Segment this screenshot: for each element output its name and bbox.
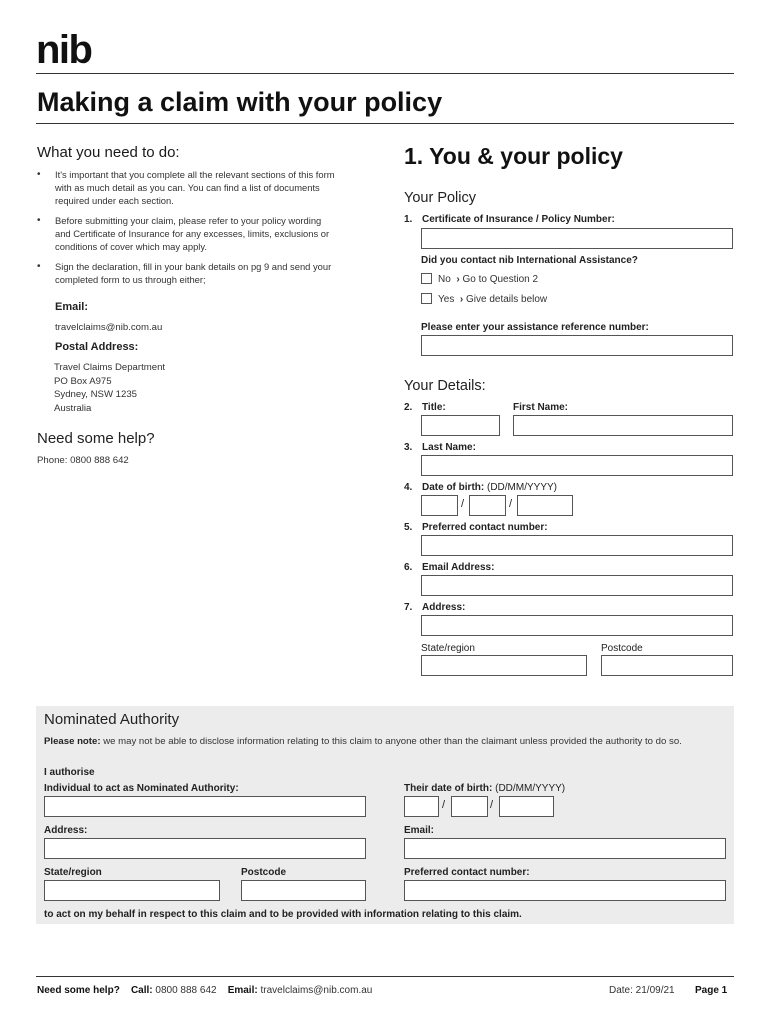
note-text: we may not be able to disclose information relating to this claim to anyone other than the claimant unless provided the authority to do so. [103,736,682,747]
help-phone: Phone: 0800 888 642 [37,455,129,466]
authority-closing-text: to act on my behalf in respect to this claim and to be provided with information relating to this claim. [44,909,522,920]
authority-address-label: Address: [44,825,88,836]
authority-dob-label [404,782,565,795]
page-label: Page 1 [695,985,728,996]
no-goto-text: Go to Question 2 [462,274,539,285]
postal-line: Travel Claims Department [54,362,166,373]
authority-postcode-label: Postcode [241,867,287,878]
last-name-field[interactable] [421,455,733,476]
authority-contact-label: Preferred contact number: [404,867,530,878]
email-address[interactable]: travelclaims@nib.com.au [55,322,163,333]
contact-number-field[interactable] [421,535,733,556]
authority-name-field[interactable] [44,796,366,817]
what-to-do-heading: What you need to do: [37,144,180,161]
title-divider [36,123,734,124]
no-option [438,273,538,286]
question-7 [404,601,465,614]
yes-checkbox[interactable] [421,293,432,304]
date-separator: / [442,799,446,811]
authority-state-label: State/region [44,867,102,878]
your-details-heading: Your Details: [404,378,486,394]
footer-date: Date: 21/09/21 [609,985,675,996]
reference-number-label: Please enter your assistance reference number: [421,322,649,333]
date-format-hint: (DD/MM/YYYY) [487,482,557,493]
question-label: Preferred contact number: [422,522,548,533]
question-label: Last Name: [422,442,476,453]
address-field[interactable] [421,615,733,636]
postcode-label: Postcode [601,643,643,654]
individual-label: Individual to act as Nominated Authority: [44,783,239,794]
email-address-field[interactable] [421,575,733,596]
postal-address [54,361,165,415]
question-1 [404,213,615,226]
dob-month-field[interactable] [469,495,506,516]
footer-email[interactable]: travelclaims@nib.com.au [260,985,373,996]
header-divider [36,73,734,74]
yes-label: Yes [438,294,455,305]
state-field[interactable] [421,655,587,676]
footer-contact [37,984,372,997]
dob-label-text: Their date of birth: [404,783,493,794]
authority-note [44,735,724,749]
first-name-label: First Name: [513,402,569,413]
postal-line: Australia [54,402,92,414]
question-label: Address: [422,602,466,613]
question-label: Email Address: [422,562,495,573]
no-checkbox[interactable] [421,273,432,284]
footer-email-label: Email: [227,985,258,996]
question-number: 7. [404,602,413,613]
question-3 [404,441,476,454]
authority-contact-field[interactable] [404,880,726,901]
nominated-authority-title: Nominated Authority [44,711,180,728]
question-number: 4. [404,482,413,493]
postal-line: PO Box A975 [54,375,112,387]
first-name-field[interactable] [513,415,733,436]
policy-number-field[interactable] [421,228,733,249]
no-label: No [438,274,451,285]
arrow-right-icon: › [453,274,460,285]
question-number: 1. [404,214,413,225]
authority-email-label: Email: [404,825,435,836]
arrow-right-icon: › [457,294,464,305]
question-5 [404,521,548,534]
your-policy-heading: Your Policy [404,190,477,206]
i-authorise: I authorise [44,767,95,778]
state-label: State/region [421,643,475,654]
authority-dob-month-field[interactable] [451,796,488,817]
question-number: 5. [404,522,413,533]
title-field[interactable] [421,415,500,436]
date-separator: / [461,498,465,510]
dob-day-field[interactable] [421,495,458,516]
authority-email-field[interactable] [404,838,726,859]
contact-assistance-question: Did you contact nib International Assistance? [421,255,638,266]
question-4 [404,481,557,494]
authority-address-field[interactable] [44,838,366,859]
question-6 [404,561,494,574]
footer-call-label: Call: [130,985,153,996]
note-label: Please note: [44,736,101,747]
instruction-item: • Before submitting your claim, please refer to your policy wording and Certificate of Insurance for any excesses, limits, exclusions or conditions of cover which may apply. [37,214,337,253]
question-label: Date of birth: [422,482,485,493]
dob-year-field[interactable] [517,495,573,516]
date-separator: / [509,498,513,510]
question-2 [404,401,446,414]
page-title: Making a claim with your policy [37,87,443,117]
footer-divider [36,976,734,977]
email-label: Email: [55,301,89,313]
question-label: Certificate of Insurance / Policy Number: [422,214,615,225]
instruction-item: • It's important that you complete all the relevant sections of this form with as much detail as you can. You can find a list of documents required under each section. [37,168,337,207]
page-number [695,984,727,997]
need-help-heading: Need some help? [37,430,155,447]
postal-address-label: Postal Address: [55,341,139,353]
question-number: 2. [404,402,413,413]
footer-phone: 0800 888 642 [155,985,217,996]
footer-help: Need some help? [37,985,120,996]
authority-dob-year-field[interactable] [499,796,554,817]
nib-logo: nib [36,28,92,72]
postal-line: Sydney, NSW 1235 [54,389,138,400]
title-label: Title: [422,402,446,413]
authority-dob-day-field[interactable] [404,796,439,817]
date-format-hint: (DD/MM/YYYY) [495,783,566,794]
section-title: 1. You & your policy [404,143,623,169]
yes-option [438,293,547,306]
question-number: 6. [404,562,413,573]
yes-goto-text: Give details below [466,294,548,305]
date-separator: / [490,799,494,811]
postcode-field[interactable] [601,655,733,676]
authority-state-field[interactable] [44,880,220,901]
authority-postcode-field[interactable] [241,880,366,901]
instructions-list [37,168,337,293]
instruction-item: • Sign the declaration, fill in your bank details on pg 9 and send your completed form to us through either; [37,260,337,286]
question-number: 3. [404,442,413,453]
reference-number-field[interactable] [421,335,733,356]
